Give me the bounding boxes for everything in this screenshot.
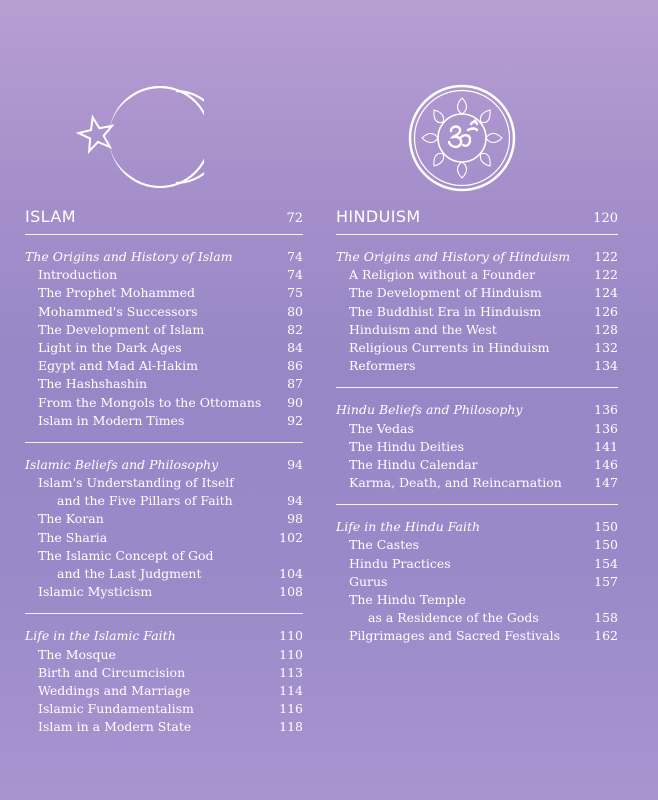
entry-page: 75 bbox=[287, 285, 303, 301]
section-heading[interactable] bbox=[336, 518, 618, 536]
entry-page: 114 bbox=[279, 682, 303, 698]
heading-rule bbox=[25, 234, 303, 235]
entry-title: The Castes bbox=[349, 537, 420, 553]
entry-title: From the Mongols to the Ottomans bbox=[38, 394, 262, 410]
toc-entry[interactable] bbox=[25, 700, 303, 718]
toc-entry[interactable] bbox=[336, 536, 618, 554]
section-page: 94 bbox=[287, 456, 303, 472]
section-page: 122 bbox=[594, 249, 618, 264]
entry-page: 141 bbox=[594, 438, 618, 454]
toc-section bbox=[336, 401, 618, 505]
entry-title: and the Five Pillars of Faith bbox=[57, 493, 233, 509]
entry-title: Islamic Fundamentalism bbox=[38, 701, 194, 717]
toc-entry[interactable] bbox=[25, 266, 303, 284]
toc-section bbox=[336, 518, 618, 645]
section-title: The Origins and History of Islam bbox=[25, 249, 233, 264]
entry-title: Egypt and Mad Al-Hakim bbox=[38, 358, 198, 374]
entry-page: 90 bbox=[287, 394, 303, 410]
chapter-heading-hinduism bbox=[336, 207, 618, 229]
toc-entry[interactable] bbox=[336, 339, 618, 357]
entry-title: Karma, Death, and Reincarnation bbox=[349, 475, 562, 491]
toc-entry[interactable] bbox=[25, 510, 303, 528]
entry-title: The Vedas bbox=[349, 420, 414, 436]
entry-page: 113 bbox=[279, 664, 303, 680]
entry-title: The Buddhist Era in Hinduism bbox=[349, 303, 542, 319]
toc-entry[interactable] bbox=[25, 547, 303, 565]
entry-title: Birth and Circumcision bbox=[38, 664, 186, 680]
entry-title: The Hindu Deities bbox=[349, 438, 464, 454]
chapter-title: HINDUISM bbox=[336, 207, 421, 226]
section-page: 74 bbox=[287, 249, 303, 264]
entry-title: as a Residence of the Gods bbox=[368, 610, 539, 626]
entry-page: 87 bbox=[287, 376, 303, 392]
toc-entry[interactable] bbox=[25, 718, 303, 736]
entry-page: 162 bbox=[594, 628, 618, 644]
entry-title: Reformers bbox=[349, 358, 416, 374]
toc-entry[interactable] bbox=[25, 529, 303, 547]
toc-entry[interactable] bbox=[25, 321, 303, 339]
section-title: Life in the Islamic Faith bbox=[25, 628, 176, 644]
entry-page: 74 bbox=[287, 267, 303, 283]
toc-entry[interactable] bbox=[336, 456, 618, 474]
entry-page: 126 bbox=[594, 303, 618, 319]
om-symbol-icon bbox=[408, 84, 516, 192]
toc-entry[interactable] bbox=[25, 357, 303, 375]
toc-entry[interactable] bbox=[336, 591, 618, 609]
entry-title: Mohammed's Successors bbox=[38, 303, 198, 319]
entry-page: 84 bbox=[287, 339, 303, 355]
toc-entry[interactable] bbox=[336, 357, 618, 375]
entry-title: The Prophet Mohammed bbox=[38, 285, 196, 301]
section-title: Hindu Beliefs and Philosophy bbox=[336, 402, 523, 418]
toc-entry[interactable] bbox=[25, 284, 303, 302]
section-page: 110 bbox=[279, 628, 303, 644]
entry-title: Pilgrimages and Sacred Festivals bbox=[349, 628, 561, 644]
entry-title: Light in the Dark Ages bbox=[38, 339, 182, 355]
toc-entry[interactable] bbox=[336, 438, 618, 456]
entry-title: A Religion without a Founder bbox=[349, 267, 536, 283]
entry-title: Weddings and Marriage bbox=[38, 682, 191, 698]
entry-title: Hindu Practices bbox=[349, 555, 451, 571]
entry-title: Islam in a Modern State bbox=[38, 719, 192, 735]
entry-title: The Development of Hinduism bbox=[349, 285, 542, 301]
toc-entry[interactable] bbox=[25, 375, 303, 393]
entry-page: 157 bbox=[594, 573, 618, 589]
section-heading[interactable] bbox=[25, 248, 303, 266]
toc-entry[interactable] bbox=[336, 555, 618, 573]
entry-page: 98 bbox=[287, 511, 303, 527]
hinduism-toc-column bbox=[336, 207, 618, 646]
entry-page: 136 bbox=[594, 420, 618, 436]
entry-title: Islam's Understanding of Itself bbox=[38, 475, 234, 491]
entry-title: Introduction bbox=[38, 267, 118, 283]
entry-title: Islam in Modern Times bbox=[38, 412, 185, 428]
entry-title: The Mosque bbox=[38, 646, 116, 662]
entry-page: 132 bbox=[594, 339, 618, 355]
islam-toc-column bbox=[25, 207, 303, 737]
section-divider bbox=[25, 613, 303, 614]
toc-section bbox=[25, 456, 303, 615]
chapter-page: 120 bbox=[593, 211, 618, 226]
toc-entry[interactable] bbox=[25, 303, 303, 321]
entry-page: 108 bbox=[279, 584, 303, 600]
section-heading[interactable] bbox=[336, 248, 618, 266]
toc-section bbox=[336, 248, 618, 388]
toc-entry[interactable] bbox=[336, 573, 618, 591]
entry-title: The Sharia bbox=[38, 529, 108, 545]
toc-entry[interactable] bbox=[336, 266, 618, 284]
toc-entry[interactable] bbox=[25, 583, 303, 601]
entry-page: 154 bbox=[594, 555, 618, 571]
section-title: Life in the Hindu Faith bbox=[336, 519, 481, 535]
entry-page: 150 bbox=[594, 537, 618, 553]
entry-page: 128 bbox=[594, 321, 618, 337]
toc-entry[interactable] bbox=[25, 664, 303, 682]
entry-page: 118 bbox=[279, 719, 303, 735]
section-divider bbox=[336, 504, 618, 505]
entry-title: The Hindu Calendar bbox=[349, 456, 478, 472]
entry-page: 94 bbox=[287, 493, 303, 509]
toc-entry[interactable] bbox=[336, 627, 618, 645]
toc-entry[interactable] bbox=[336, 474, 618, 492]
toc-entry[interactable] bbox=[336, 321, 618, 339]
toc-entry[interactable] bbox=[25, 492, 303, 510]
section-title: Islamic Beliefs and Philosophy bbox=[25, 456, 219, 472]
entry-page: 147 bbox=[594, 475, 618, 491]
entry-page: 102 bbox=[279, 529, 303, 545]
entry-page: 124 bbox=[594, 285, 618, 301]
toc-entry[interactable] bbox=[336, 284, 618, 302]
entry-page: 146 bbox=[594, 456, 618, 472]
section-title: The Origins and History of Hinduism bbox=[336, 249, 571, 264]
entry-title: The Development of Islam bbox=[38, 321, 205, 337]
section-divider bbox=[25, 442, 303, 443]
entry-page: 86 bbox=[287, 358, 303, 374]
toc-entry[interactable] bbox=[25, 646, 303, 664]
entry-page: 80 bbox=[287, 303, 303, 319]
entry-title: Gurus bbox=[349, 573, 388, 589]
entry-title: The Islamic Concept of God bbox=[38, 547, 214, 563]
section-heading[interactable] bbox=[25, 627, 303, 645]
entry-page: 110 bbox=[279, 646, 303, 662]
entry-title: and the Last Judgment bbox=[57, 566, 202, 581]
chapter-title: ISLAM bbox=[25, 207, 76, 226]
crescent-and-star-icon bbox=[74, 86, 204, 190]
entry-title: The Hindu Temple bbox=[349, 592, 466, 607]
section-page: 136 bbox=[594, 402, 618, 418]
entry-title: Islamic Mysticism bbox=[38, 584, 153, 600]
toc-entry[interactable] bbox=[25, 682, 303, 700]
toc-entry[interactable] bbox=[336, 609, 618, 627]
entry-title: Religious Currents in Hinduism bbox=[349, 339, 550, 355]
entry-page: 82 bbox=[287, 321, 303, 337]
entry-page: 92 bbox=[287, 412, 303, 428]
toc-entry[interactable] bbox=[25, 339, 303, 357]
entry-page: 104 bbox=[279, 566, 303, 581]
toc-entry[interactable] bbox=[25, 474, 303, 492]
entry-page: 134 bbox=[594, 358, 618, 374]
toc-entry[interactable] bbox=[25, 412, 303, 430]
toc-entry[interactable] bbox=[336, 420, 618, 438]
entry-page: 158 bbox=[594, 610, 618, 626]
toc-section bbox=[25, 627, 303, 736]
entry-page: 122 bbox=[594, 267, 618, 283]
chapter-heading-islam bbox=[25, 207, 303, 229]
section-divider bbox=[336, 387, 618, 388]
section-page: 150 bbox=[594, 519, 618, 535]
section-heading[interactable] bbox=[336, 401, 618, 419]
heading-rule bbox=[336, 234, 618, 235]
section-heading[interactable] bbox=[25, 456, 303, 474]
toc-entry[interactable] bbox=[336, 303, 618, 321]
toc-entry[interactable] bbox=[25, 565, 303, 583]
entry-title: The Hashshashin bbox=[38, 376, 148, 392]
entry-title: Hinduism and the West bbox=[349, 321, 497, 337]
toc-section bbox=[25, 248, 303, 443]
toc-entry[interactable] bbox=[25, 394, 303, 412]
entry-page: 116 bbox=[279, 701, 303, 717]
entry-title: The Koran bbox=[38, 511, 104, 527]
chapter-page: 72 bbox=[286, 211, 303, 226]
